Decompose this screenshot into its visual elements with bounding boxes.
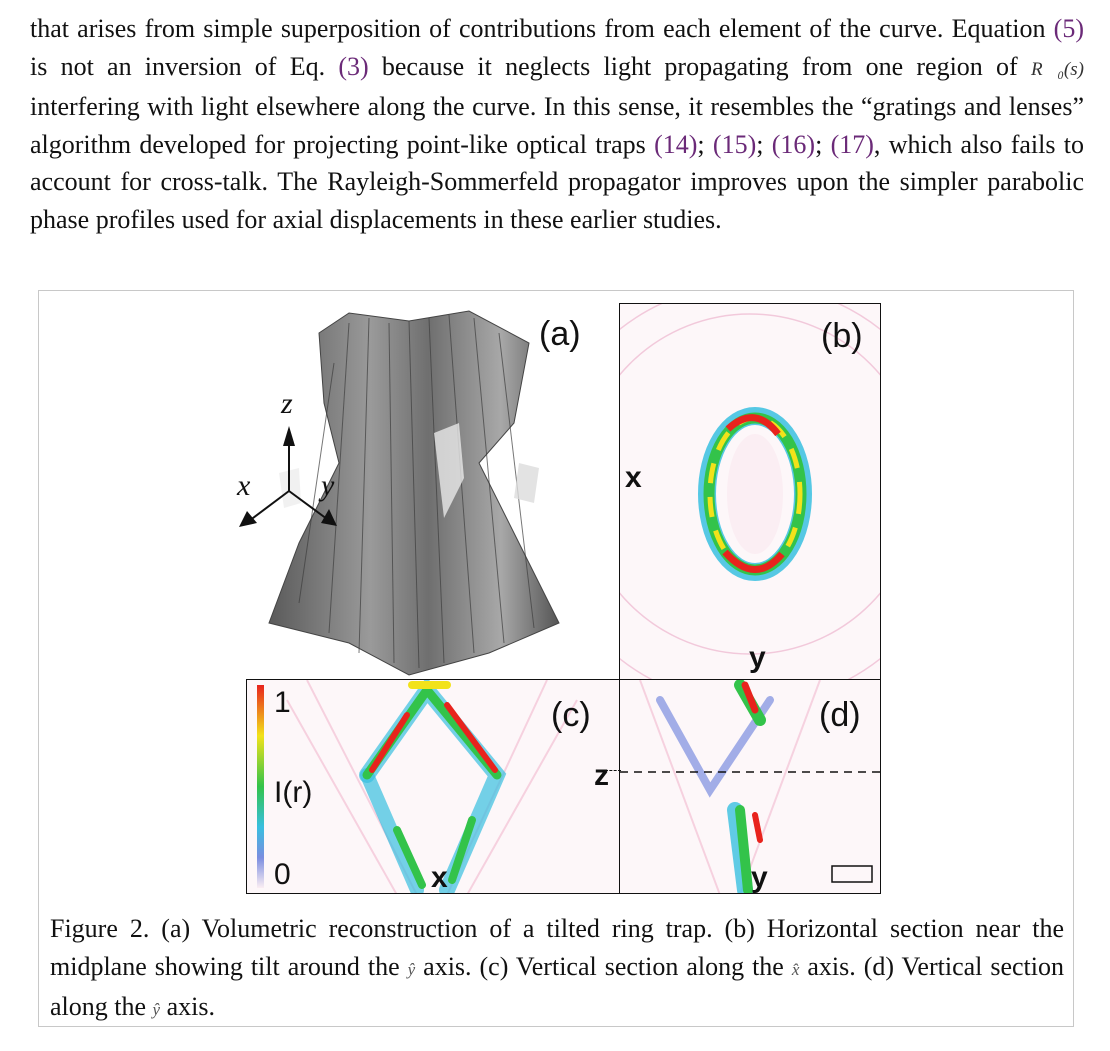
paragraph-text: because it neglects light propagating from one region of [368, 51, 1031, 81]
caption-text: axis. [160, 992, 215, 1021]
separator: ; [697, 129, 713, 159]
math-y-hat: ŷ [407, 959, 416, 979]
panel-d-axis-y: y [751, 861, 768, 894]
paragraph-text: is not an inversion of Eq. [30, 51, 339, 81]
panel-b-axis-x: x [625, 461, 642, 494]
midplane-dashed-line [605, 770, 621, 771]
body-paragraph [30, 10, 1084, 239]
paragraph-text: , which also fails to account for cross-talk. The Rayleigh-Sommerfeld propagator improves upon the simpler parabolic phase profiles used for axial displacements in these earlier studies. [30, 129, 1084, 234]
paragraph-text: that arises from simple superposition of contributions from each element of the curve. Equation [30, 14, 1054, 43]
caption-text: axis. (c) Vertical section along the [415, 951, 792, 981]
panel-c-axis-z: z [594, 759, 609, 792]
panel-c-label: (c) [551, 696, 591, 734]
axis-x-label: x [237, 469, 251, 502]
math-y-hat: ŷ [152, 1000, 161, 1019]
citation-link-14[interactable]: (14) [654, 129, 698, 159]
panel-b-label: (b) [821, 317, 863, 355]
math-x-hat: x̂ [791, 959, 800, 979]
caption-text: axis. (d) Vertical section along the [50, 951, 1064, 1021]
math-inline-r0: R⃗₀(s) [1030, 58, 1084, 80]
caption-text: Figure 2. (a) Volumetric reconstruction of a tilted ring trap. (b) Horizontal section near the midplane showing tilt around the [50, 914, 1064, 981]
axis-z-label: z [281, 387, 293, 420]
citation-link-16[interactable]: (16) [771, 129, 816, 159]
colorbar-min-label: 0 [274, 858, 291, 891]
separator: ; [815, 129, 831, 159]
panel-a-label: (a) [539, 315, 581, 353]
paragraph-text: interfering with light elsewhere along the curve. In this sense, it resembles the “gratings and lenses” algorithm developed for projecting point-like optical traps [30, 92, 1084, 159]
panel-b [619, 303, 881, 681]
equation-link-3[interactable]: (3) [338, 51, 369, 81]
colorbar-title: I(r) [274, 776, 313, 809]
panel-b-axis-y: y [749, 641, 766, 674]
equation-link-5[interactable]: (5) [1053, 14, 1084, 43]
citation-link-15[interactable]: (15) [712, 129, 757, 159]
panel-c-axis-x: x [431, 861, 448, 894]
figure-caption [50, 910, 1064, 1029]
panel-d-label: (d) [819, 696, 861, 734]
ring-section-image [620, 304, 881, 681]
separator: ; [756, 129, 772, 159]
colorbar-max-label: 1 [274, 686, 291, 719]
axis-y-label: y [321, 469, 335, 502]
citation-link-17[interactable]: (17) [830, 129, 874, 159]
